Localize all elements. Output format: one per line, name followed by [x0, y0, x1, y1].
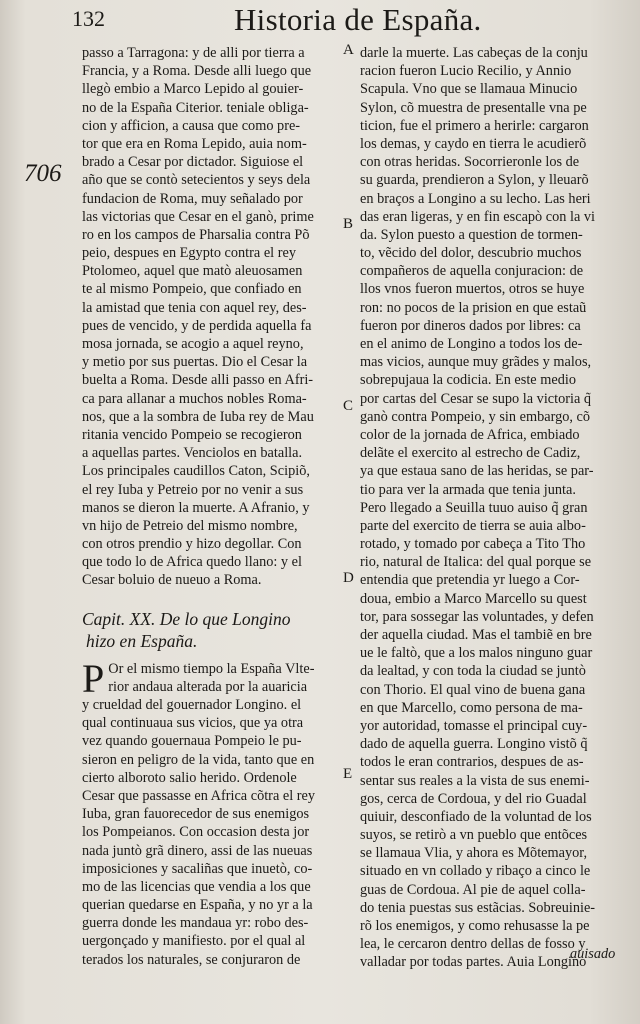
right-column-line: da lealtad, y con toda la ciudad se juntò	[360, 663, 586, 680]
left-column-line: cion y afficion, a causa que como pre-	[82, 117, 301, 134]
right-column-line: yor autoridad, tomasse el principal cuy-	[360, 717, 588, 734]
chapter-text	[82, 655, 344, 969]
right-column-line: con otras heridas. Socorrieronle los de	[360, 154, 580, 171]
left-column-line: ca para allanar a muchos nobles Roma-	[82, 390, 307, 407]
right-column-line: por cartas del Cesar se supo la victoria q̃	[360, 390, 592, 407]
left-column-line: y metio por sus puertas. Dio el Cesar la	[82, 354, 308, 371]
chapter-line: cierto alboroto salio herido. Ordenole	[82, 769, 297, 786]
right-column-line: tio para ver la armada que tenia junta.	[360, 481, 576, 498]
left-column-line: la amistad que tenia con aquel rey, des-	[82, 299, 307, 316]
right-column-line: gos, cerca de Cordoua, y del rio Guadal	[360, 790, 587, 807]
left-column-line: a aquellas partes. Venciolos en batalla.	[82, 445, 303, 462]
running-title: Historia de España.	[234, 2, 482, 37]
right-column-line: das eran ligeras, y en fin escapò con la vi	[360, 208, 596, 225]
left-column-line: fundacion de Roma, muy señalado por	[82, 190, 303, 207]
right-column-line: llos vnos fueron muertos, otros se huye	[360, 281, 585, 298]
left-column-line: ritania vencido Pompeio se recogieron	[82, 426, 302, 443]
chapter-line: terados los naturales, se conjuraron de	[82, 951, 301, 968]
right-column-line: Pero llegado a Seuilla tuuo auiso q̃ gran	[360, 499, 588, 516]
right-column-text	[360, 44, 622, 972]
chapter-line: Or el mismo tiempo la España Vlte-	[108, 660, 315, 677]
right-column-line: rio, natural de Italica: del qual porque se	[360, 554, 592, 571]
left-column-line: vn hijo de Petreio del mismo nombre,	[82, 517, 298, 534]
drop-cap: P	[82, 655, 105, 701]
left-column-line: tor que era en Roma Lepido, auia nom-	[82, 135, 307, 152]
right-column-line: su guarda, prendieron a Sylon, y lleuarõ	[360, 172, 589, 189]
chapter-line: y crueldad del gouernador Longino. el	[82, 697, 302, 713]
right-column-line: mas vicios, aunque muy grãdes y malos,	[360, 354, 592, 371]
chapter-line: los Pompeianos. Con occasion desta jor	[82, 824, 310, 841]
chapter-heading-line-1: Capit. XX. De lo que Longino	[82, 608, 291, 629]
right-column-line: guas de Cordoua. Al pie de aquel colla-	[360, 881, 586, 898]
right-column-line: valladar por todas partes. Auia Longino	[360, 954, 587, 971]
right-column-line: situado en vn collado y ribaço a cinco le	[360, 863, 591, 880]
right-column-line: ticion, fue el primero a herirle: cargaron	[360, 117, 589, 134]
right-column-line: en que Marcello, como persona de ma-	[360, 699, 583, 716]
right-column-line: en el animo de Longino a todos los de-	[360, 336, 583, 352]
left-column-line: llegò embio a Marco Lepido al gouier-	[82, 81, 304, 98]
right-column-line: fueron por dineros dados por libres: ca	[360, 317, 581, 334]
right-column-line: quiuir, desconfiado de la voluntad de los	[360, 808, 592, 825]
right-column-line: todos le eran contrarios, despues de as-	[360, 754, 584, 771]
right-column-line: parte del exercito de tierra se auia albo-	[360, 517, 586, 534]
right-column-line: color de la jornada de Africa, embiado	[360, 426, 580, 443]
left-column-line: manos se dieron la muerte. A Afranio, y	[82, 499, 310, 516]
right-column-line: ganò contra Pompeio, y sin embargo, cõ	[360, 408, 591, 425]
left-column-line: que todo lo de Africa quedo llano: y el	[82, 554, 302, 571]
left-column	[82, 44, 344, 969]
chapter-line: uergonçado y manifiesto. por el qual al	[82, 933, 306, 950]
left-column-line: Francia, y a Roma. Desde alli luego que	[82, 63, 312, 80]
margin-year-note: 706	[24, 160, 62, 187]
side-letter-d: D	[343, 570, 354, 586]
right-column-line: to, vẽcido del dolor, descubrio muchos	[360, 245, 582, 262]
right-column-line: racion fueron Lucio Recilio, y Annio	[360, 63, 572, 80]
right-column-line: entendia que pretendia yr luego a Cor-	[360, 572, 580, 589]
left-column-line: passo a Tarragona: y de alli por tierra a	[82, 45, 305, 61]
right-column-line: se llamaua Vlia, y ahora es Mõtemayor,	[360, 845, 588, 862]
left-column-line: buelta a Roma. Desde alli passo en Afri-	[82, 372, 314, 389]
chapter-line: querian quedarse en España, y no yr a la	[82, 897, 313, 914]
right-column-line: der aquella ciudad. Mas el tambiẽ en bre	[360, 627, 592, 643]
left-column-line: mosa jornada, se acogio a aquel reyno,	[82, 336, 304, 352]
right-column-line: con Thorio. El qual vino de buena gana	[360, 681, 586, 698]
right-column-line: compañeros de aquella conjuracion: de	[360, 263, 584, 280]
right-column	[360, 44, 622, 972]
left-column-line: nos, que a la sombra de Iuba rey de Mau	[82, 408, 314, 425]
left-column-line: te al mismo Pompeio, que confiado en	[82, 281, 302, 298]
left-column-text	[82, 44, 344, 590]
left-column-line: Los principales caudillos Caton, Scipiõ,	[82, 463, 310, 480]
right-column-line: ya que estaua sano de las heridas, se par-	[360, 463, 594, 480]
side-letter-e: E	[343, 766, 353, 782]
right-column-line: ue le faltò, que a los malos ninguno guar	[360, 645, 593, 662]
right-column-line: rotado, y tomado por cabeça a Tito Tho	[360, 536, 586, 553]
catchword: auisado	[570, 946, 616, 962]
right-column-line: Scapula. Vno que se llamaua Minucio	[360, 81, 578, 98]
right-column-line: da. Sylon puesto a question de tormen-	[360, 226, 583, 243]
right-column-line: los demas, y caydo en tierra le acudierõ	[360, 135, 587, 152]
chapter-line: nada juntò grã dinero, assi de las nueuas	[82, 842, 313, 859]
chapter-line: rior andaua alterada por la auaricia	[108, 678, 308, 695]
left-column-line: no de la España Citerior. teniale obliga-	[82, 99, 309, 116]
left-column-line: ro en los campos de Pharsalia contra Põ	[82, 226, 310, 243]
left-column-line: las victorias que Cesar en el ganò, prime	[82, 208, 314, 225]
right-column-line: do tenia puestas sus estãcias. Sobreuinie-	[360, 899, 596, 916]
right-column-line: tor, para sossegar las voluntades, y defen	[360, 608, 594, 625]
left-column-line: brado a Cesar por dictador. Siguiose el	[82, 154, 304, 171]
left-column-line: Cesar boluio de nueuo a Roma.	[82, 572, 262, 589]
right-column-line: darle la muerte. Las cabeças de la conju	[360, 45, 588, 61]
chapter-line: Cesar que passasse en Africa cõtra el rey	[82, 787, 316, 804]
right-column-line: rõ los enemigos, y como rehusasse la pe	[360, 918, 590, 934]
side-letter-a: A	[343, 42, 354, 58]
right-column-line: lea, le cercaron dentro dellas de fosso y	[360, 936, 586, 953]
left-column-line: Ptolomeo, aquel que matò aleuosamen	[82, 263, 303, 280]
right-column-line: en braços a Longino a su lecho. Las heri	[360, 190, 591, 207]
chapter-line: vez quando gouernaua Pompeio le pu-	[82, 733, 302, 750]
side-letter-c: C	[343, 398, 354, 414]
right-column-line: delãte el exercito al estrecho de Cadiz,	[360, 445, 581, 462]
chapter-heading-line-2: hizo en España.	[86, 630, 198, 651]
chapter-line: qual continuaua sus vicios, que ya otra	[82, 715, 304, 732]
chapter-line: imposiciones y sacaliñas que inuetò, co-	[82, 860, 313, 877]
chapter-line: guerra donde les mandaua yr: robo des-	[82, 915, 309, 932]
right-column-line: dado de aquella guerra. Longino vistõ q̃	[360, 736, 588, 753]
right-column-line: doua, embio a Marco Marcello su quest	[360, 590, 587, 607]
left-column-line: peio, despues en Egypto contra el rey	[82, 245, 296, 262]
right-column-line: suyos, se retirò a vn pueblo que entõces	[360, 827, 588, 844]
right-column-line: ron: no pocos de la prision en que estaũ	[360, 299, 587, 316]
right-column-line: Sylon, cõ muestra de presentalle vna pe	[360, 99, 587, 116]
chapter-line: Iuba, gran fauorecedor de sus enemigos	[82, 806, 310, 823]
left-column-line: con otros prendio y hizo degollar. Con	[82, 536, 302, 553]
right-column-line: sobrepujaua la codicia. En este medio	[360, 372, 576, 389]
chapter-line: sieron en peligro de la vida, tanto que en	[82, 751, 315, 768]
right-column-line: sentar sus reales a la vista de sus enemi-	[360, 772, 590, 789]
page-number: 132	[72, 6, 105, 31]
left-column-line: año que se contò setecientos y seys dela	[82, 172, 311, 189]
side-letter-b: B	[343, 216, 354, 232]
chapter-line: mo de las licencias que vendia a los que	[82, 878, 311, 895]
left-column-line: pues de vencido, y de perdida aquella fa	[82, 317, 312, 334]
left-column-line: el rey Iuba y Petreio por no venir a sus	[82, 481, 304, 498]
